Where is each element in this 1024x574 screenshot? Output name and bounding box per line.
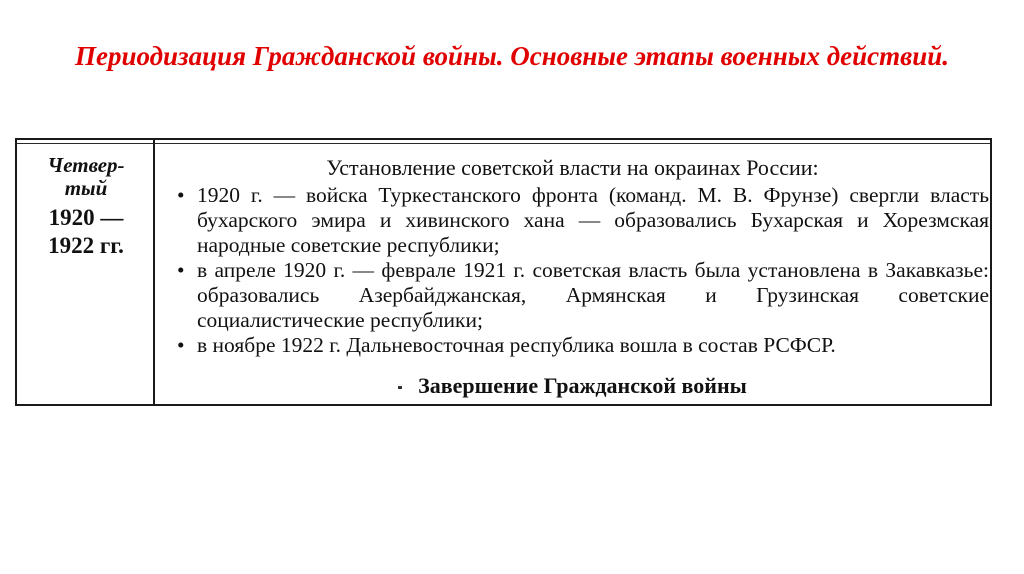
period-ordinal-line2: тый xyxy=(64,176,108,200)
list-item xyxy=(177,258,989,333)
event-text: в ноябре 1922 г. Дальневосточная республика вошла в состав РСФСР. xyxy=(197,333,836,357)
event-text: в апреле 1920 г. — феврале 1921 г. советская власть была установлена в Закавказье: образовались Азербайджанская, Армянская и Грузинская советские социалистические республики; xyxy=(197,258,989,332)
period-table xyxy=(15,138,992,406)
list-item xyxy=(177,183,989,258)
bullet-marker: • xyxy=(177,333,185,357)
period-years-line1: 1920 — xyxy=(48,205,124,230)
event-text: 1920 г. — войска Туркестанского фронта (команд. М. В. Фрунзе) свергли власть бухарского эмира и хивинского хана — образовались Бухарская и Хорезмская народные советские республики; xyxy=(197,183,989,257)
events-heading: Установление советской власти на окраинах России: xyxy=(326,155,819,180)
stray-mark xyxy=(398,386,402,389)
period-cell xyxy=(17,154,155,260)
slide-title: Периодизация Гражданской войны. Основные этапы военных действий. xyxy=(74,41,949,71)
bullet-marker: • xyxy=(177,183,185,207)
conclusion-text: Завершение Гражданской войны xyxy=(418,373,747,398)
events-column xyxy=(155,140,992,404)
period-column xyxy=(15,140,155,404)
events-list xyxy=(177,183,989,358)
list-item xyxy=(177,333,989,358)
period-years-line2: 1922 гг. xyxy=(48,233,124,258)
conclusion-row xyxy=(155,373,990,399)
period-ordinal-line1: Четвер- xyxy=(47,153,125,177)
bullet-marker: • xyxy=(177,258,185,282)
